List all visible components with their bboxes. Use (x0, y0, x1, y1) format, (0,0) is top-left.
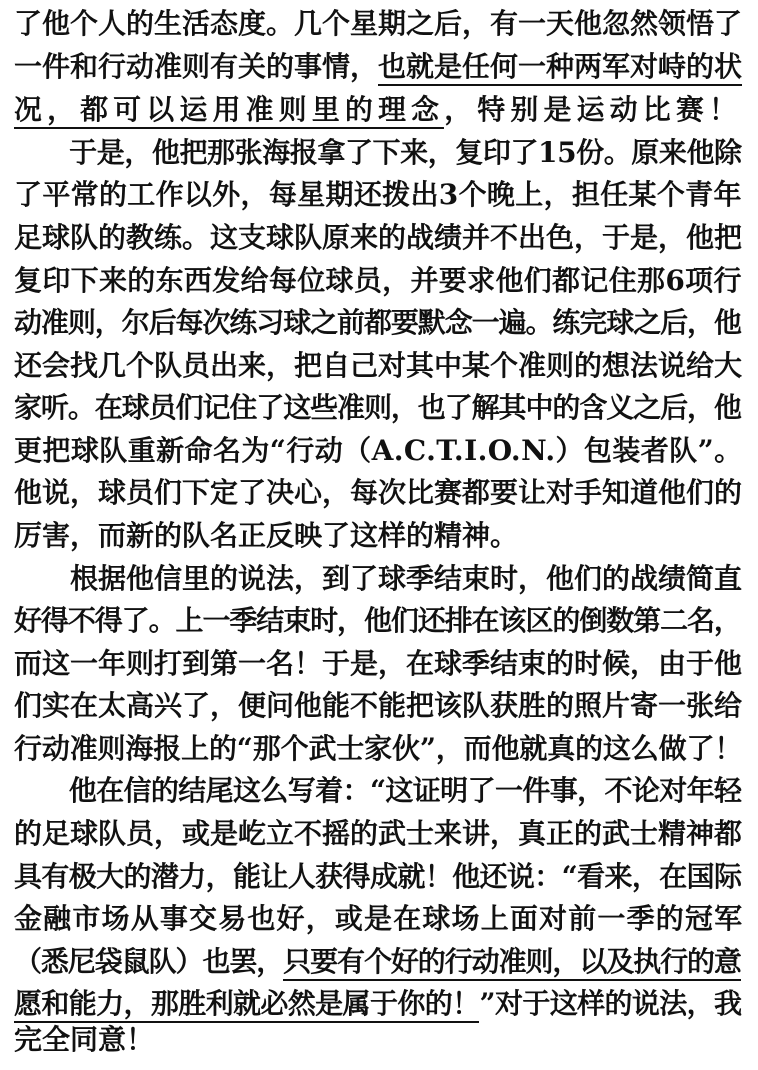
text-line: 了他个人的生活态度。几个星期之后，有一天他忽然领悟了 (14, 7, 743, 40)
text-line: 金融市场从事交易也好，或是在球场上面对前一季的冠军 (14, 902, 744, 935)
text-line: 动准则，尔后每次练习球之前都要默念一遍。练完球之后，他 (14, 306, 741, 339)
text-segment: （悉尼袋鼠队）也罢， (14, 945, 284, 978)
text-line: 足球队的教练。这支球队原来的战绩并不出色，于是，他把 (14, 221, 743, 254)
text-line: 于是，他把那张海报拿了下来，复印了15份。原来他除 (14, 136, 742, 169)
text-segment: ，特别是运动比赛！ (444, 93, 743, 126)
text-line: 行动准则海报上的“那个武士家伙”，而他就真的这么做了！ (14, 732, 743, 765)
underlined-text: 愿和能力，那胜利就必然是属于你的！ (14, 987, 479, 1023)
text-line: 具有极大的潜力，能让人获得成就！他还说：“看来，在国际 (14, 860, 742, 893)
text-line: 而这一年则打到第一名！于是，在球季结束的时候，由于他 (14, 647, 743, 680)
text-line: 他说，球员们下定了决心，每次比赛都要让对手知道他们的 (14, 476, 743, 509)
text-line: 了平常的工作以外，每星期还拨出3个晚上，担任某个青年 (14, 178, 742, 211)
text-line: 厉害，而新的队名正反映了这样的精神。 (14, 519, 519, 552)
text-line: 的足球队员，或是屹立不摇的武士来讲，真正的武士精神都 (14, 817, 743, 850)
underlined-text: 也就是任何一种两军对峙的状 (378, 50, 742, 86)
underlined-text: 况，都可以运用准则里的理念 (14, 93, 444, 129)
text-line: 好得不得了。上一季结束时，他们还排在该区的倒数第二名， (14, 604, 741, 637)
text-line: 完全同意！ (14, 1023, 155, 1056)
text-line: 家听。在球员们记住了这些准则，也了解其中的含义之后，他 (14, 391, 741, 424)
text-line: 根据他信里的说法，到了球季结束时，他们的战绩简直 (14, 562, 743, 595)
text-segment: ”对于这样的说法，我 (479, 987, 742, 1020)
text-line: 复印下来的东西发给每位球员，并要求他们都记住那6项行 (14, 264, 742, 297)
text-line: 们实在太高兴了，便问他能不能把该队获胜的照片寄一张给 (14, 689, 743, 722)
text-line: 他在信的结尾这么写着：“这证明了一件事，不论对年轻 (14, 774, 742, 807)
text-line: 更把球队重新命名为“行动（A.C.T.I.O.N.）包装者队”。 (14, 434, 743, 467)
underlined-text: 只要有个好的行动准则，以及执行的意 (283, 945, 741, 981)
text-line: 还会找几个队员出来，把自己对其中某个准则的想法说给大 (14, 349, 743, 382)
text-segment: 一件和行动准则有关的事情， (14, 50, 379, 83)
